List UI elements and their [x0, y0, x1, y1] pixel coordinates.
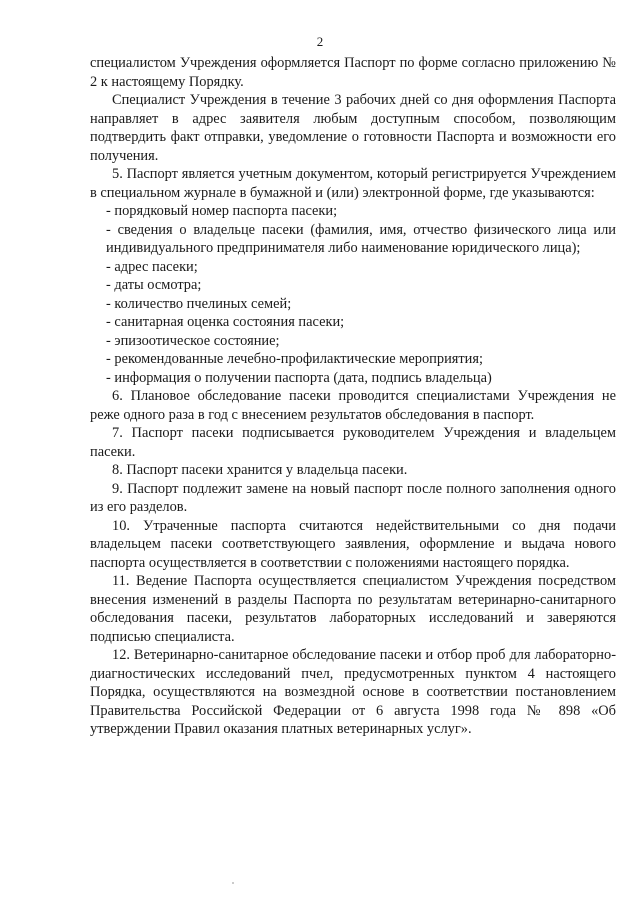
document-body — [90, 54, 616, 739]
paragraph-8: 8. Паспорт пасеки хранится у владельца пасеки. — [112, 462, 408, 478]
scan-artifact — [232, 882, 234, 884]
paragraph-9: 9. Паспорт подлежит замене на новый паспорт после полного заполнения одного из его разделов. — [90, 480, 616, 515]
paragraph-12: 12. Ветеринарно-санитарное обследование пасеки и отбор проб для лабораторно-диагностических исследований пчел, предусмотренных пунктом 4 настоящего Порядка, осуществляются на возмездной основе в соответствии постановлением Правительства Российской Федерации от 6 августа 1998 года № 898 «Об утверждении Правил оказания платных ветеринарных услуг». — [90, 647, 616, 737]
paragraph-5: 5. Паспорт является учетным документом, который регистрируется Учреждением в специальном журнале в бумажной и (или) электронной форме, где указываются: — [90, 166, 616, 201]
list-item: - эпизоотическое состояние; — [106, 332, 280, 349]
list-item: - информация о получении паспорта (дата, подпись владельца) — [106, 369, 492, 386]
paragraph-6: 6. Плановое обследование пасеки проводится специалистами Учреждения не реже одного раза в год с внесением результатов обследования в паспорт. — [90, 388, 616, 423]
list-item: - порядковый номер паспорта пасеки; — [106, 203, 338, 219]
paragraph-10: 10. Утраченные паспорта считаются недействительными со дня подачи владельцем пасеки соответствующего заявления, оформление и выдача нового паспорта осуществляется в соответствии с положениями настоящего порядка. — [90, 517, 616, 571]
list-item: - количество пчелиных семей; — [106, 295, 292, 312]
paragraph-11: 11. Ведение Паспорта осуществляется специалистом Учреждения посредством внесения изменений в разделы Паспорта по результатам ветеринарно-санитарного обследования пасеки, результатов лабораторных исследований и заверяются подписью специалиста. — [90, 573, 616, 645]
paragraph-passport-form: специалистом Учреждения оформляется Паспорт по форме согласно приложению № 2 к настоящему Порядку. — [90, 55, 616, 90]
paragraph-notification: Специалист Учреждения в течение 3 рабочих дней со дня оформления Паспорта направляет в адрес заявителя любым доступным способом, позволяющим подтвердить факт отправки, уведомление о готовности Паспорта и возможности его получения. — [90, 92, 616, 164]
list-item: - санитарная оценка состояния пасеки; — [106, 314, 345, 330]
list-item: - рекомендованные лечебно-профилактические мероприятия; — [106, 351, 483, 367]
list-item: - сведения о владельце пасеки (фамилия, имя, отчество физического лица или индивидуального предпринимателя либо наименование юридического лица); — [106, 221, 616, 256]
list-item: - даты осмотра; — [106, 277, 202, 293]
page-number: 2 — [316, 34, 324, 49]
list-item: - адрес пасеки; — [106, 258, 198, 275]
paragraph-7: 7. Паспорт пасеки подписывается руководителем Учреждения и владельцем пасеки. — [90, 425, 616, 460]
